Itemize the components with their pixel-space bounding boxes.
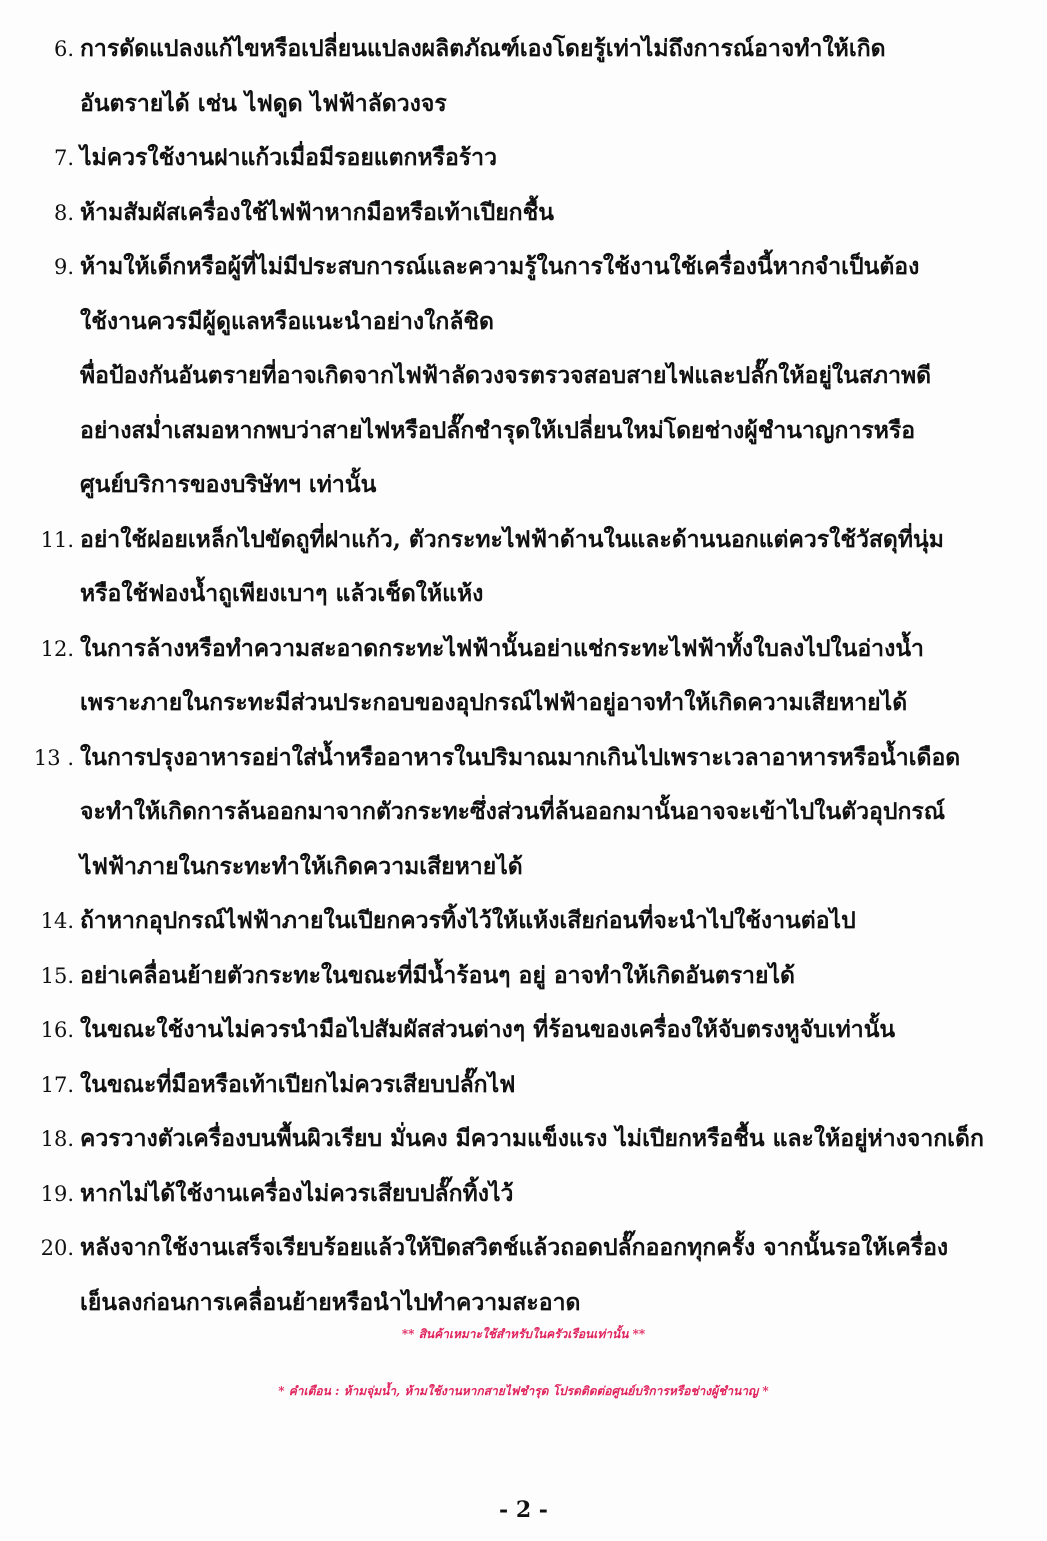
item-text-line: จะทำให้เกิดการล้นออกมาจากตัวกระทะซึ่งส่วนที่ล้นออกมานั้นอาจจะเข้าไปในตัวอุปกรณ์ — [80, 798, 946, 825]
list-item — [24, 1167, 1014, 1222]
item-text-line: ถ้าหากอุปกรณ์ไฟฟ้าภายในเปียกควรทิ้งไว้ให้แห้งเสียก่อนที่จะนำไปใช้งานต่อไป — [80, 907, 856, 934]
item-text-line: ศูนย์บริการของบริษัทฯ เท่านั้น — [80, 471, 377, 498]
item-text-line: อย่างสม่ำเสมอหากพบว่าสายไฟหรือปลั๊กชำรุดให้เปลี่ยนใหม่โดยช่างผู้ชำนาญการหรือ — [80, 416, 916, 444]
list-item — [24, 622, 1014, 731]
item-text — [80, 949, 1014, 1004]
item-text — [80, 1112, 1014, 1167]
list-item — [24, 894, 1014, 949]
item-number: 17. — [40, 1072, 74, 1097]
item-number: 18. — [40, 1127, 74, 1151]
item-number: 13 . — [33, 745, 74, 770]
item-text-line: หากไม่ได้ใช้งานเครื่องไม่ควรเสียบปลั๊กทิ้งไว้ — [80, 1179, 514, 1207]
page-number: - 2 - — [499, 1497, 548, 1523]
item-text — [80, 731, 1014, 895]
list-item — [24, 22, 1014, 131]
item-text — [80, 349, 1014, 513]
item-number: 15. — [40, 963, 74, 988]
item-text-line: ควรวางตัวเครื่องบนพื้นผิวเรียบ มั่นคง มีความแข็งแรง ไม่เปียกหรือชื้น และให้อยู่ห่างจากเด็ก — [80, 1125, 984, 1152]
list-item — [24, 1003, 1014, 1058]
list-item-unnumbered — [24, 349, 1014, 513]
item-number: 16. — [40, 1018, 74, 1042]
item-text-line: ห้ามสัมผัสเครื่องใช้ไฟฟ้าหากมือหรือเท้าเปียกชื้น — [80, 198, 554, 226]
list-item — [24, 949, 1014, 1004]
item-text-line: ไม่ควรใช้งานฝาแก้วเมื่อมีรอยแตกหรือร้าว — [80, 144, 497, 171]
item-text-line: เพราะภายในกระทะมีส่วนประกอบของอุปกรณ์ไฟฟ้าอยู่อาจทำให้เกิดความเสียหายได้ — [80, 689, 908, 716]
item-text-line: อย่าเคลื่อนย้ายตัวกระทะในขณะที่มีน้ำร้อนๆ อยู่ อาจทำให้เกิดอันตรายได้ — [80, 961, 795, 989]
item-number: 7. — [53, 146, 74, 170]
item-number: 6. — [53, 37, 74, 61]
item-text — [80, 240, 1014, 349]
item-text-line: อันตรายได้ เช่น ไฟดูด ไฟฟ้าลัดวงจร — [80, 89, 447, 117]
item-number: 20. — [40, 1236, 74, 1260]
item-text-line: อย่าใช้ฝอยเหล็กไปขัดถูที่ฝาแก้ว, ตัวกระทะไฟฟ้าด้านในและด้านนอกแต่ควรใช้วัสดุที่นุ่ม — [80, 525, 944, 553]
list-item — [24, 186, 1014, 241]
warning-notice: * คำเตือน : ห้ามจุ่มน้ำ, ห้ามใช้งานหากสายไฟชำรุด โปรดติดต่อศูนย์บริการหรือช่างผู้ชำนาญ * — [278, 1384, 769, 1398]
item-text-line: ใช้งานควรมีผู้ดูแลหรือแนะนำอย่างใกล้ชิด — [80, 307, 494, 335]
item-text-line: ไฟฟ้าภายในกระทะทำให้เกิดความเสียหายได้ — [80, 852, 523, 880]
household-use-notice: ** สินค้าเหมาะใช้สำหรับในครัวเรือนเท่านั้น ** — [401, 1327, 646, 1341]
item-number: 12. — [40, 636, 74, 661]
list-item — [24, 1112, 1014, 1167]
list-item — [24, 240, 1014, 349]
item-text — [80, 894, 1014, 949]
item-text-line: การดัดแปลงแก้ไขหรือเปลี่ยนแปลงผลิตภัณฑ์เองโดยรู้เท่าไม่ถึงการณ์อาจทำให้เกิด — [80, 35, 886, 62]
item-number: 11. — [40, 527, 74, 552]
item-text-line: หลังจากใช้งานเสร็จเรียบร้อยแล้วให้ปิดสวิตช์แล้วถอดปลั๊กออกทุกครั้ง จากนั้นรอให้เครื่อง — [80, 1234, 949, 1261]
item-text — [80, 513, 1014, 622]
item-text — [80, 1003, 1014, 1058]
item-text — [80, 622, 1014, 731]
item-text — [80, 186, 1014, 241]
item-text-line: หรือใช้ฟองน้ำถูเพียงเบาๆ แล้วเช็ดให้แห้ง — [80, 580, 484, 607]
item-text-line: เย็นลงก่อนการเคลื่อนย้ายหรือนำไปทำความสะอาด — [80, 1288, 581, 1316]
item-number: 14. — [40, 909, 74, 933]
list-item — [24, 731, 1014, 895]
item-text-line: ในขณะใช้งานไม่ควรนำมือไปสัมผัสส่วนต่างๆ ที่ร้อนของเครื่องให้จับตรงหูจับเท่านั้น — [80, 1016, 896, 1043]
item-number: 8. — [53, 200, 74, 225]
item-text-line: พื่อป้องกันอันตรายที่อาจเกิดจากไฟฟ้าลัดวงจรตรวจสอบสายไฟและปลั๊กให้อยู่ในสภาพดี — [80, 362, 932, 389]
item-text-line: ในการล้างหรือทำความสะอาดกระทะไฟฟ้านั้นอย่าแช่กระทะไฟฟ้าทั้งใบลงไปในอ่างน้ำ — [80, 634, 924, 662]
item-text — [80, 1058, 1014, 1113]
item-text — [80, 1221, 1014, 1330]
safety-instructions-list — [24, 22, 1014, 1330]
list-item — [24, 513, 1014, 622]
list-item — [24, 1058, 1014, 1113]
item-text-line: ห้ามให้เด็กหรือผู้ที่ไม่มีประสบการณ์และความรู้ในการใช้งานใช้เครื่องนี้หากจำเป็นต้อง — [80, 253, 920, 280]
item-number: 19. — [40, 1181, 74, 1206]
item-text — [80, 131, 1014, 186]
item-text — [80, 22, 1014, 131]
item-text-line: ในขณะที่มือหรือเท้าเปียกไม่ควรเสียบปลั๊กไฟ — [80, 1070, 516, 1098]
list-item — [24, 131, 1014, 186]
item-text — [80, 1167, 1014, 1222]
item-text-line: ในการปรุงอาหารอย่าใส่น้ำหรืออาหารในปริมาณมากเกินไปเพราะเวลาอาหารหรือน้ำเดือด — [80, 743, 961, 771]
list-item — [24, 1221, 1014, 1330]
item-number: 9. — [53, 255, 74, 279]
